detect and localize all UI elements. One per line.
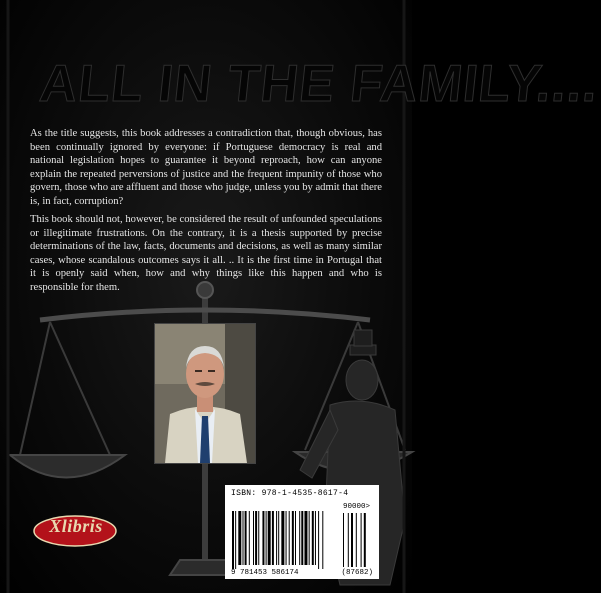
- isbn-number: ISBN: 978-1-4535-8617-4: [231, 489, 349, 498]
- description-paragraph-1: As the title suggests, this book addresses a contradiction that, though obvious, has been continually ignored by everyone: if Portuguese democracy is real and national legislation hopes to guarantee it beyond reproach, how can anyone explain the repeated perversions of justice and the frequent impunity of those who govern, those who are affluent and those who judge, unless you by admit that there is, in fact, corruption?: [30, 128, 382, 207]
- isbn-barcode: [225, 485, 379, 579]
- author-photo: [154, 323, 256, 464]
- description-paragraph-2: This book should not, however, be considered the result of unfounded speculations or illegitimate frustrations. On the contrary, it is a thesis supported by precise determinations of the law, facts, documents and decisions, as well as many similar cases, whose scandalous outcomes says it all. .. It is the first time in Portugal that it is openly said when, how and why things like this happen and who is responsible for them.: [30, 214, 382, 293]
- barcode-icon: [231, 499, 373, 569]
- barcode-digits: 9 781453 586174: [231, 569, 299, 577]
- publisher-name: Xlibris: [49, 516, 103, 536]
- barcode-code: (87682): [341, 569, 373, 577]
- title-watermark: ALL IN THE FAMILY....: [36, 55, 601, 113]
- barcode-addon: 90000>: [343, 503, 371, 511]
- barcode-digits-row: [231, 569, 373, 578]
- publisher-logo: [32, 513, 118, 549]
